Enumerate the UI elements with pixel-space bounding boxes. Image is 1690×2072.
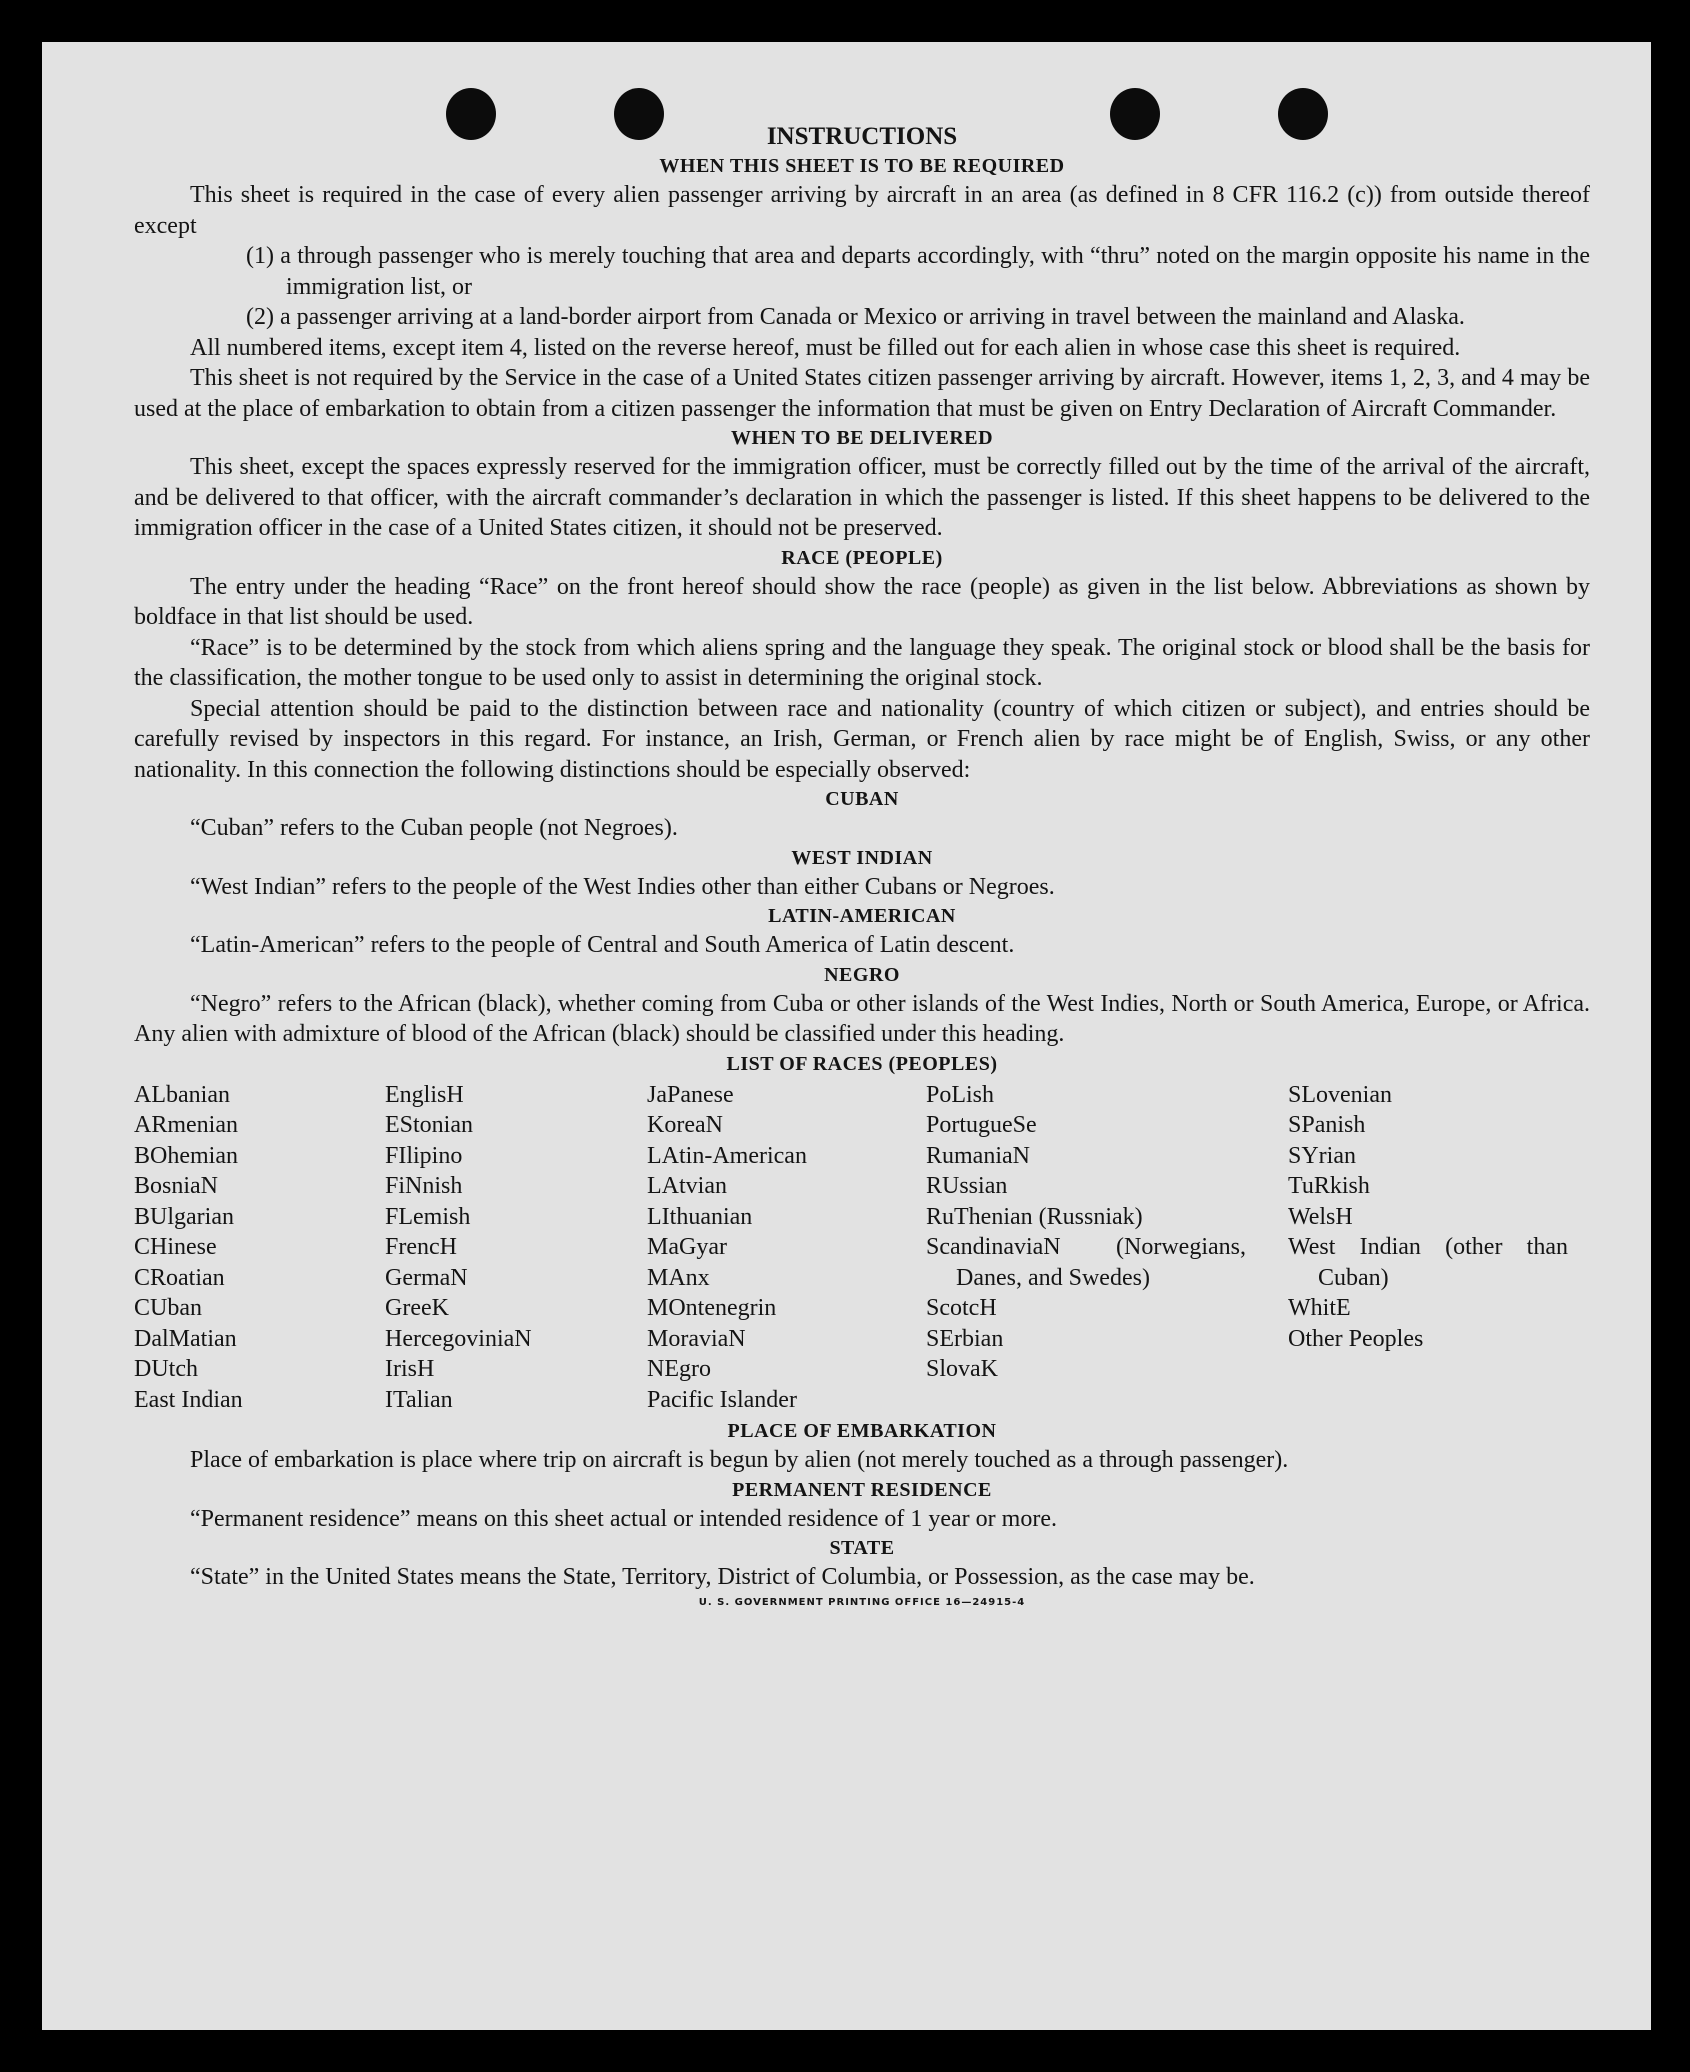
race-item: SlovaK (926, 1356, 998, 1382)
section-title-residence: PERMANENT RESIDENCE (732, 1478, 992, 1501)
race-item: KoreaN (647, 1112, 723, 1138)
race-item: EnglisH (385, 1081, 464, 1108)
section-title-negro: NEGRO (824, 963, 900, 986)
page-title: INSTRUCTIONS (766, 123, 958, 150)
document-sheet (42, 42, 1651, 2030)
race-item: FrencH (385, 1234, 457, 1260)
printing-office-footer: U. S. GOVERNMENT PRINTING OFFICE 16—24915-4 (698, 1596, 1026, 1608)
paragraph: “Cuban” refers to the Cuban people (not Negroes). (190, 815, 678, 841)
race-item: LIthuanian (647, 1203, 753, 1230)
race-item: MoraviaN (647, 1325, 746, 1352)
paragraph: Place of embarkation is place where trip on aircraft is begun by alien (not merely touched as a through passenger). (190, 1447, 1289, 1473)
list-item: (1) a through passenger who is merely touching that area and departs accordingly, with “thru” noted on the margin opposite his name in the immigration list, or (246, 243, 1590, 300)
paragraph: “Latin-American” refers to the people of Central and South America of Latin descent. (190, 932, 1015, 958)
race-item: IrisH (385, 1356, 435, 1382)
race-item: CHinese (134, 1234, 217, 1260)
race-item: PoLish (926, 1081, 995, 1108)
section-title-latin-american: LATIN-AMERICAN (768, 905, 956, 927)
section-title-state: STATE (829, 1537, 895, 1559)
race-item: ALbanian (134, 1081, 230, 1108)
section-title-list: LIST OF RACES (PEOPLES) (726, 1052, 998, 1075)
race-item: GermaN (385, 1264, 468, 1291)
race-item: Other Peoples (1288, 1325, 1424, 1352)
race-item: ScotcH (926, 1295, 997, 1321)
race-item: ScandinaviaN (Norwegians, Danes, and Swedes) (926, 1234, 1246, 1291)
paragraph: This sheet is required in the case of every alien passenger arriving by aircraft in an area (as defined in 8 CFR 116.2 (c)) from outside thereof except (134, 182, 1590, 239)
race-item: GreeK (385, 1295, 449, 1321)
race-item: SErbian (926, 1325, 1004, 1352)
race-item: FLemish (385, 1203, 471, 1230)
paragraph: “State” in the United States means the State, Territory, District of Columbia, or Possession, as the case may be. (190, 1564, 1255, 1590)
paragraph: “Race” is to be determined by the stock from which aliens spring and the language they speak. The original stock or blood shall be the basis for the classification, the mother tongue to be used only to assist in determining the original stock. (134, 634, 1590, 691)
race-column (647, 1080, 926, 1416)
race-item: FIlipino (385, 1142, 463, 1169)
race-item: BUlgarian (134, 1203, 234, 1230)
race-item: ARmenian (134, 1112, 238, 1138)
race-item: SPanish (1288, 1112, 1366, 1138)
race-item: SYrian (1288, 1142, 1356, 1169)
paragraph: This sheet, except the spaces expressly reserved for the immigration officer, must be correctly filled out by the time of the arrival of the aircraft, and be delivered to that officer, with the aircraft commander’s declaration in which the passenger is listed. If this sheet happens to be delivered to the immigration officer in the case of a United States citizen, it should not be preserved. (134, 454, 1590, 541)
section-title-race: RACE (PEOPLE) (781, 546, 943, 569)
race-item: BosniaN (134, 1173, 218, 1199)
section-title-embarkation: PLACE OF EMBARKATION (727, 1420, 997, 1442)
race-item: RuThenian (Russniak) (926, 1203, 1143, 1230)
section-title-required: WHEN THIS SHEET IS TO BE REQUIRED (659, 155, 1065, 177)
race-item: LAtin-American (647, 1142, 807, 1169)
race-item: MaGyar (647, 1234, 727, 1260)
race-item: JaPanese (647, 1081, 734, 1108)
section-title-cuban: CUBAN (825, 788, 899, 810)
race-item: MAnx (647, 1264, 710, 1291)
race-item: BOhemian (134, 1142, 238, 1169)
race-item: CRoatian (134, 1264, 225, 1291)
race-item: WelsH (1288, 1203, 1353, 1230)
race-item: DUtch (134, 1356, 198, 1382)
section-title-delivered: WHEN TO BE DELIVERED (730, 427, 994, 449)
race-item: ITalian (385, 1386, 453, 1413)
race-item: East Indian (134, 1386, 243, 1413)
paragraph: All numbered items, except item 4, listed on the reverse hereof, must be filled out for each alien in whose case this sheet is required. (190, 334, 1461, 361)
paragraph: “Negro” refers to the African (black), whether coming from Cuba or other islands of the West Indies, North or South America, Europe, or Africa. Any alien with admixture of blood of the African (black) should be classified under this heading. (134, 990, 1590, 1047)
race-item: WhitE (1288, 1295, 1351, 1321)
race-item: CUban (134, 1295, 202, 1321)
race-item: RumaniaN (926, 1142, 1030, 1169)
paragraph: This sheet is not required by the Service in the case of a United States citizen passenger arriving by aircraft. However, items 1, 2, 3, and 4 may be used at the place of embarkation to obtain from a citizen passenger the information that must be given on Entry Declaration of Aircraft Commander. (134, 365, 1590, 422)
race-item: TuRkish (1288, 1173, 1370, 1199)
race-item: LAtvian (647, 1173, 727, 1199)
race-item: Pacific Islander (647, 1386, 797, 1413)
race-item: PortugueSe (926, 1112, 1037, 1138)
race-item: MOntenegrin (647, 1295, 777, 1321)
race-column (385, 1080, 647, 1416)
paragraph: The entry under the heading “Race” on the front hereof should show the race (people) as given in the list below. Abbreviations as shown by boldface in that list should be used. (134, 573, 1590, 630)
instructions-content (134, 122, 1590, 1608)
race-item: SLovenian (1288, 1081, 1392, 1108)
paragraph: “West Indian” refers to the people of the West Indies other than either Cubans or Negroes. (190, 873, 1055, 900)
race-item: NEgro (647, 1356, 711, 1382)
race-item: West Indian (other than Cuban) (1288, 1234, 1568, 1291)
race-list (134, 1080, 1590, 1416)
race-item: FiNnish (385, 1173, 463, 1199)
race-item: DalMatian (134, 1325, 237, 1352)
race-item: RUssian (926, 1173, 1008, 1199)
list-item: (2) a passenger arriving at a land-border airport from Canada or Mexico or arriving in travel between the mainland and Alaska. (246, 304, 1465, 330)
paragraph: “Permanent residence” means on this sheet actual or intended residence of 1 year or more. (190, 1505, 1057, 1532)
race-item: HercegoviniaN (385, 1325, 532, 1352)
race-item: EStonian (385, 1112, 473, 1138)
paragraph: Special attention should be paid to the distinction between race and nationality (country of which citizen or subject), and entries should be carefully revised by inspectors in this regard. For instance, an Irish, German, or French alien by race might be of English, Swiss, or any other nationality. In this connection the following distinctions should be especially observed: (134, 695, 1590, 783)
section-title-west-indian: WEST INDIAN (791, 846, 933, 869)
race-column (926, 1080, 1288, 1416)
race-column (1288, 1080, 1590, 1416)
race-column (134, 1080, 385, 1416)
